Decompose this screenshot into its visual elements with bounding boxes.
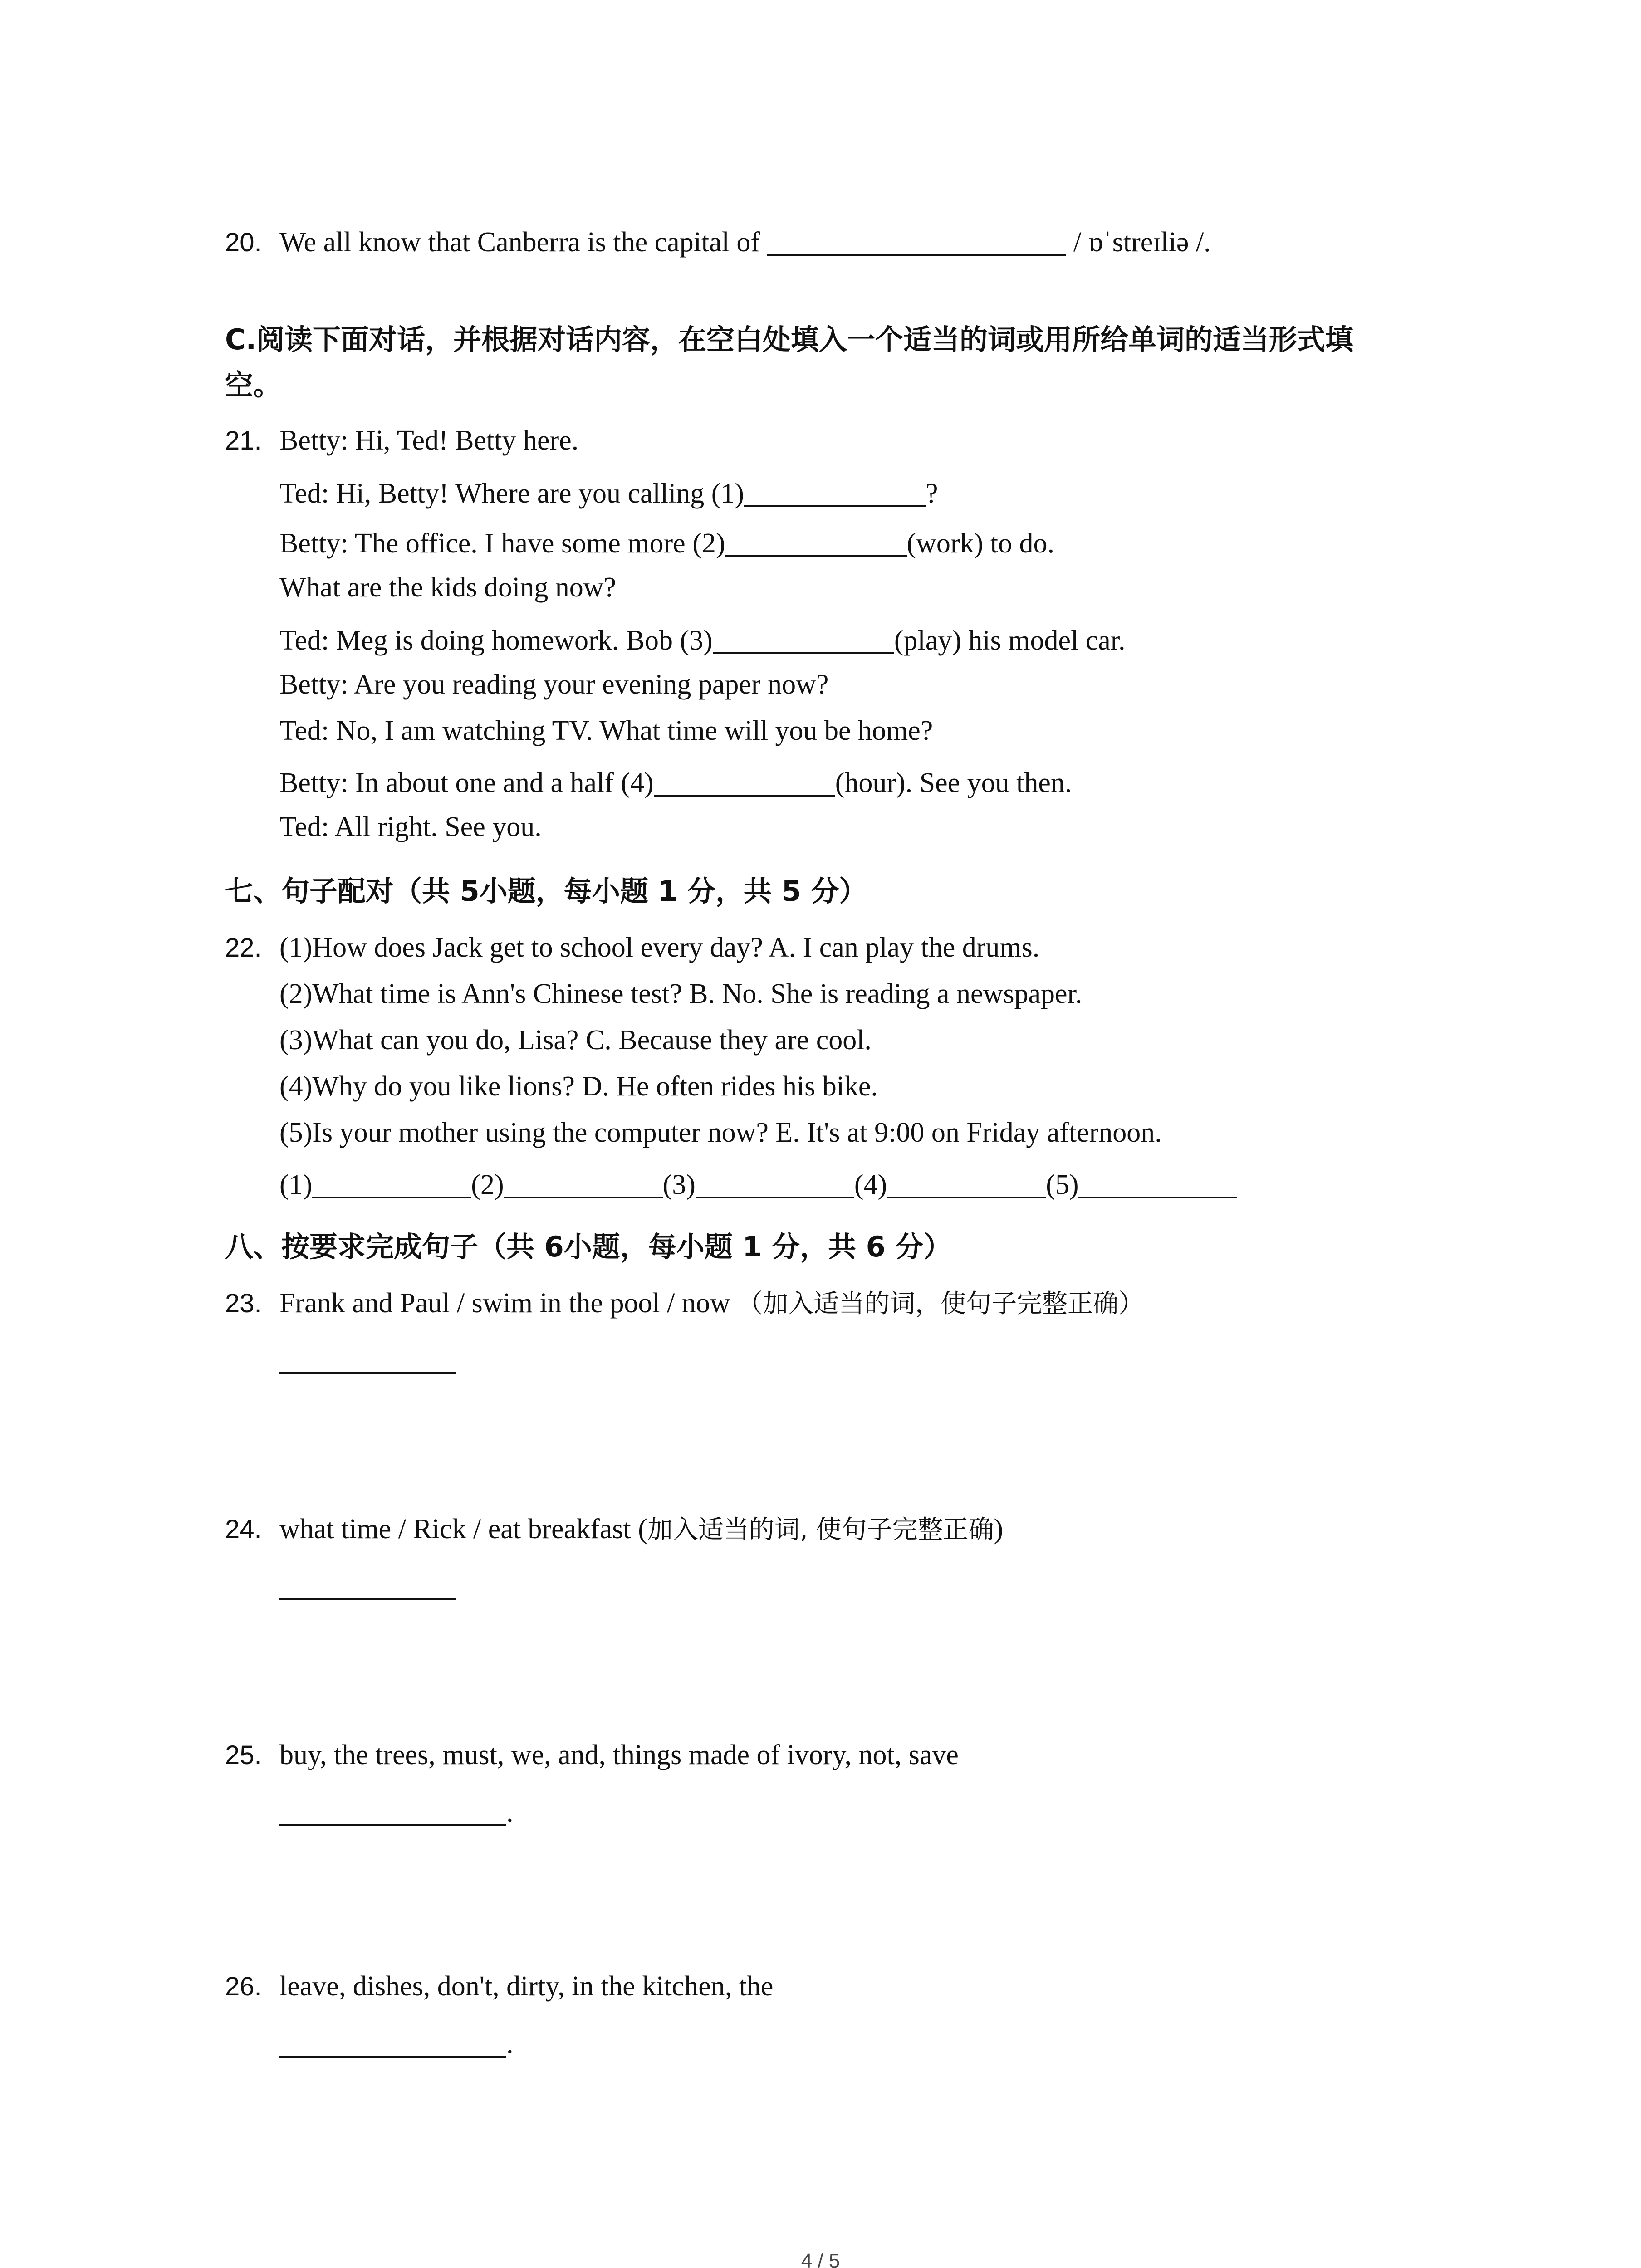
question-text: leave, dishes, don't, dirty, in the kitchen, the bbox=[279, 1971, 774, 2002]
question-20 bbox=[225, 226, 1211, 256]
question-25 bbox=[225, 1741, 959, 1769]
answer-blank-4[interactable] bbox=[654, 767, 835, 797]
match-answer-row bbox=[225, 1168, 1237, 1199]
question-text: buy, the trees, must, we, and, things made of ivory, not, save bbox=[279, 1740, 959, 1770]
question-24 bbox=[225, 1515, 1003, 1543]
period: . bbox=[506, 2028, 514, 2059]
match-line: (1)How does Jack get to school every day? A. I can play the drums. bbox=[279, 932, 1040, 963]
answer-line-24 bbox=[225, 1570, 456, 1601]
question-number: 21. bbox=[225, 426, 262, 455]
dialogue-line-9: Ted: All right. See you. bbox=[279, 811, 542, 842]
dialogue-line-3 bbox=[225, 527, 1054, 557]
match-blank-4[interactable] bbox=[887, 1168, 1046, 1198]
answer-label: (5) bbox=[1046, 1169, 1079, 1200]
match-line-4: (4)Why do you like lions? D. He often rides his bike. bbox=[279, 1071, 878, 1102]
dialogue-text: (work) to do. bbox=[906, 528, 1054, 559]
question-number: 26. bbox=[225, 1972, 262, 2001]
answer-blank[interactable] bbox=[279, 1344, 456, 1374]
question-22 bbox=[225, 934, 1039, 962]
match-line-5: (5)Is your mother using the computer now? E. It's at 9:00 on Friday afternoon. bbox=[279, 1117, 1162, 1148]
answer-label: (1) bbox=[279, 1169, 313, 1200]
question-21 bbox=[225, 426, 578, 455]
question-number: 25. bbox=[225, 1740, 262, 1770]
question-number: 23. bbox=[225, 1289, 262, 1318]
match-line-2: (2)What time is Ann's Chinese test? B. No. She is reading a newspaper. bbox=[279, 978, 1083, 1009]
instruction-note: （加入适当的词，使句子完整正确） bbox=[737, 1289, 1144, 1319]
answer-blank-1[interactable] bbox=[744, 477, 926, 507]
period: . bbox=[506, 1797, 514, 1828]
dialogue-text: Ted: Meg is doing homework. Bob (3) bbox=[279, 625, 713, 656]
dialogue-text: (hour). See you then. bbox=[835, 767, 1072, 798]
dialogue-line-2 bbox=[225, 477, 938, 508]
question-number: 22. bbox=[225, 933, 262, 963]
match-blank-2[interactable] bbox=[504, 1168, 663, 1198]
dialogue-text: Ted: Hi, Betty! Where are you calling (1) bbox=[279, 478, 745, 509]
answer-label: (3) bbox=[662, 1169, 696, 1200]
question-26 bbox=[225, 1972, 773, 2000]
question-number: 24. bbox=[225, 1515, 262, 1544]
section-8-title: 八、按要求完成句子（共 6小题，每小题 1 分，共 6 分） bbox=[225, 1230, 952, 1263]
answer-blank[interactable] bbox=[767, 226, 1066, 256]
answer-line-25 bbox=[225, 1796, 514, 1827]
question-text: We all know that Canberra is the capital of bbox=[279, 227, 767, 258]
dialogue-text: (play) his model car. bbox=[894, 625, 1126, 656]
answer-label: (2) bbox=[471, 1169, 504, 1200]
answer-blank[interactable] bbox=[279, 2028, 506, 2058]
dialogue-line-7: Ted: No, I am watching TV. What time will you be home? bbox=[279, 715, 933, 746]
answer-blank-2[interactable] bbox=[725, 527, 907, 557]
question-number: 20. bbox=[225, 228, 262, 257]
match-blank-3[interactable] bbox=[696, 1168, 854, 1198]
match-line-3: (3)What can you do, Lisa? C. Because they are cool. bbox=[279, 1025, 872, 1056]
question-text: what time / Rick / eat breakfast ( bbox=[279, 1514, 647, 1545]
dialogue-line-6: Betty: Are you reading your evening paper now? bbox=[279, 669, 829, 700]
dialogue-text: ? bbox=[926, 478, 938, 509]
answer-blank[interactable] bbox=[279, 1796, 506, 1826]
section-c-title-line1: C.阅读下面对话，并根据对话内容，在空白处填入一个适当的词或用所给单词的适当形式填 bbox=[225, 323, 1354, 356]
instruction-note: 加入适当的词, 使句子完整正确 bbox=[647, 1515, 994, 1545]
dialogue-line-4: What are the kids doing now? bbox=[279, 572, 617, 603]
section-7-title: 七、句子配对（共 5小题，每小题 1 分，共 5 分） bbox=[225, 875, 867, 908]
dialogue-text: Betty: The office. I have some more (2) bbox=[279, 528, 725, 559]
question-text: Frank and Paul / swim in the pool / now bbox=[279, 1288, 738, 1319]
section-c-title-line2: 空。 bbox=[225, 368, 282, 401]
dialogue-line-5 bbox=[225, 624, 1125, 655]
dialogue-line-8 bbox=[225, 767, 1072, 797]
match-blank-1[interactable] bbox=[312, 1168, 471, 1198]
answer-line-26 bbox=[225, 2028, 514, 2058]
question-23 bbox=[225, 1289, 1144, 1317]
answer-label: (4) bbox=[854, 1169, 887, 1200]
phonetic-text: / ɒˈstreɪliə /. bbox=[1066, 227, 1211, 258]
page-number: 4 / 5 bbox=[801, 2250, 840, 2268]
match-blank-5[interactable] bbox=[1078, 1168, 1237, 1198]
dialogue-line: Betty: Hi, Ted! Betty here. bbox=[279, 425, 579, 456]
answer-blank[interactable] bbox=[279, 1570, 456, 1600]
answer-blank-3[interactable] bbox=[713, 624, 894, 654]
question-text: ) bbox=[994, 1514, 1004, 1545]
dialogue-text: Betty: In about one and a half (4) bbox=[279, 767, 654, 798]
answer-line-23 bbox=[225, 1344, 456, 1374]
